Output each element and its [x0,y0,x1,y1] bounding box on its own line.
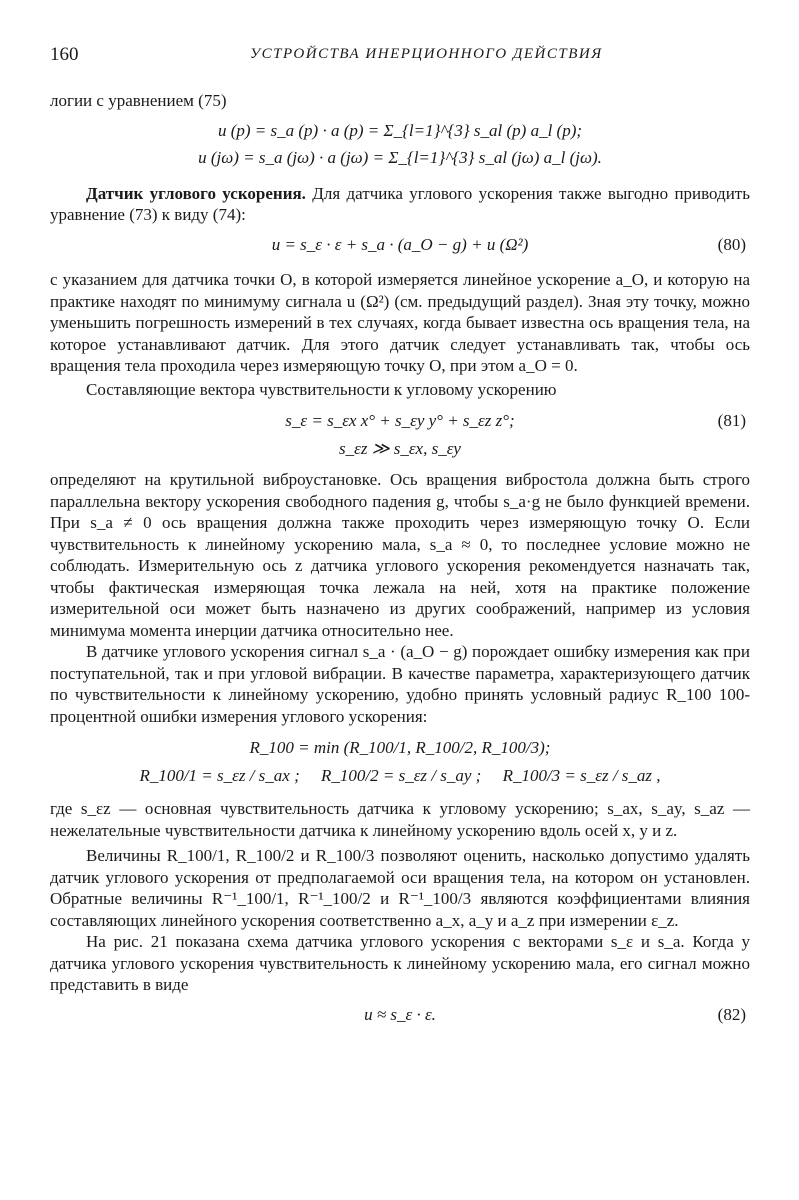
equation-r1: R_100/1 = s_εz / s_ax ; [139,765,300,785]
paragraph-where: где s_εz — основная чувствительность датчика к угловому ускорению; s_ax, s_ay, s_az — нежелательные чувствительности датчика к линейному ускорению вдоль осей x, y и z. [50,799,750,840]
paragraph-signal-error: В датчике углового ускорения сигнал s_a · (a_O − g) порождает ошибку измерения как при поступательной, так и при угловой вибрации. В качестве параметра, характеризующего датчик по чувствительности к линейному ускорению, удобно принять условный радиус R_100 100-процентной ошибки измерения углового ускорения: [50,642,750,726]
paragraph-magnitudes: Величины R_100/1, R_100/2 и R_100/3 позволяют оценить, насколько допустимо удалять датчик углового ускорения от предполагаемой оси вращения тела, на котором он установлен. Обратные величины R⁻¹_100/1, R⁻¹_100/2 и R⁻¹_100/3 являются коэффициентами влияния составляющих линейного ускорения соответственно a_x, a_y и a_z при измерении ε_z. [50,846,750,930]
equation-r2: R_100/2 = s_εz / s_ay ; [321,765,482,785]
equation-number-82: (82) [717,1004,746,1024]
equation-r100-components [50,765,750,787]
equation-r3: R_100/3 = s_εz / s_az , [502,765,661,785]
equation-81: s_ε = s_εx x° + s_εy y° + s_εz z°; (81) [285,411,746,430]
page-header [50,44,750,70]
paragraph-angular-sensor: Датчик углового ускорения. Для датчика углового ускорения также выгодно приводить уравнение (73) к виду (74): [50,183,750,224]
running-title: УСТРОЙСТВА ИНЕРЦИОННОГО ДЕЙСТВИЯ [250,46,603,62]
equation-81-condition: s_εz ≫ s_εx, s_εy [339,438,461,458]
paragraph-components: Составляющие вектора чувствительности к угловому ускорению [86,379,557,399]
page-body [50,90,750,1031]
equation-82: u ≈ s_ε · ε. (82) [364,1004,746,1024]
equation-75b: u (jω) = s_a (jω) · a (jω) = Σ_{l=1}^{3} s_al (jω) a_l (jω). [198,148,602,167]
equation-number-80: (80) [717,234,746,254]
equation-75a: u (p) = s_a (p) · a (p) = Σ_{l=1}^{3} s_al (p) a_l (p); [217,120,583,140]
paragraph-intro: логии с уравнением (75) [50,91,227,110]
section-heading: Датчик углового ускорения. [86,183,306,203]
equation-number-81: (81) [717,411,746,430]
equation-80: u = s_ε · ε + s_a · (a_O − g) + u (Ω²) (80) [271,234,746,254]
equation-r100: R_100 = min (R_100/1, R_100/2, R_100/3); [249,738,551,757]
paragraph-torsional: определяют на крутильной виброустановке. Ось вращения вибростола должна быть строго параллельна вектору ускорения свободного падения g, чтобы s_a·g не было функцией времени. При s_a ≠ 0 ось вращения должна также проходить через измеряющую точку O. Если чувствительность к линейному ускорению мала, s_a ≈ 0, то последнее условие можно не соблюдать. Измерительную ось z датчика углового ускорения рекомендуется назначать так, чтобы фактическая измеряющая точка лежала на ней, хотя на практике положение измерительной оси может быть назначено из других соображений, например из условия минимума момента инерции датчика относительно нее. [50,470,750,640]
paragraph-point-o: с указанием для датчика точки O, в которой измеряется линейное ускорение a_O, и которую на практике находят по минимуму сигнала u (Ω²) (см. предыдущий раздел). Зная эту точку, можно уменьшить погрешность измерений в тех случаях, когда бывает известна ось вращения тела, на которое устанавливают датчик. Для этого датчик следует устанавливать так, чтобы ось вращения тела проходила через измеряющую точку O, при этом a_O = 0. [50,270,750,375]
page-number: 160 [50,44,79,65]
paragraph-figure-ref: На рис. 21 показана схема датчика углового ускорения с векторами s_ε и s_a. Когда у датчика углового ускорения чувствительность к линейному ускорению мала, его сигнал можно представить в виде [50,932,750,994]
